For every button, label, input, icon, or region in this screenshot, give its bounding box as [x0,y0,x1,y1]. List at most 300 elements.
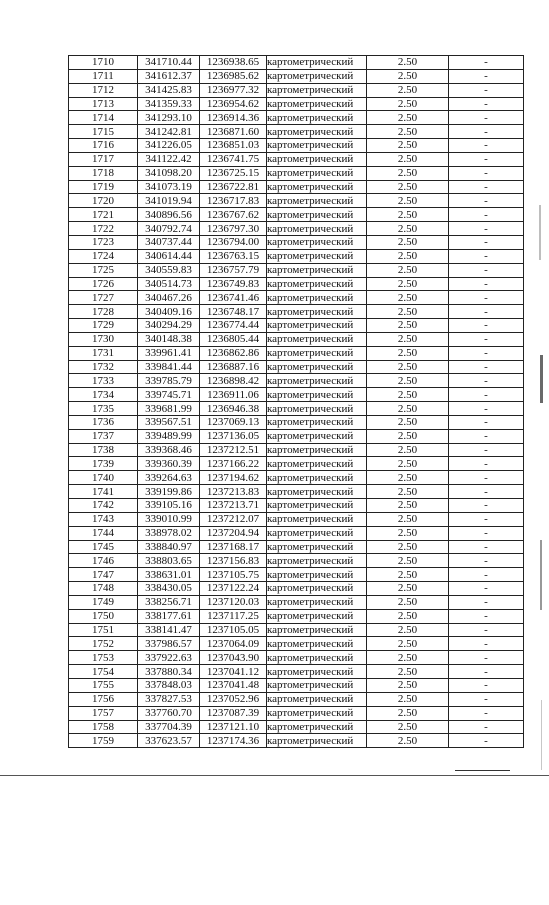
table-row [69,678,524,692]
method-cell: картометрический [267,332,367,346]
point-number-cell: 1740 [69,471,138,485]
method-cell: картометрический [267,554,367,568]
table-row [69,222,524,236]
y-coordinate-cell: 1236938.65 [200,56,267,70]
y-coordinate-cell: 1236898.42 [200,374,267,388]
x-coordinate-cell: 339368.46 [138,443,200,457]
accuracy-cell: 2.50 [367,706,449,720]
dash-cell: - [449,166,524,180]
dash-cell: - [449,568,524,582]
dash-cell: - [449,706,524,720]
x-coordinate-cell: 338430.05 [138,582,200,596]
method-cell: картометрический [267,346,367,360]
point-number-cell: 1746 [69,554,138,568]
table-row [69,83,524,97]
dash-cell: - [449,139,524,153]
table-row [69,609,524,623]
table-row [69,540,524,554]
method-cell: картометрический [267,526,367,540]
accuracy-cell: 2.50 [367,692,449,706]
point-number-cell: 1745 [69,540,138,554]
accuracy-cell: 2.50 [367,499,449,513]
y-coordinate-cell: 1237168.17 [200,540,267,554]
dash-cell: - [449,678,524,692]
method-cell: картометрический [267,194,367,208]
scan-edge-mark [539,205,541,260]
point-number-cell: 1722 [69,222,138,236]
method-cell: картометрический [267,319,367,333]
method-cell: картометрический [267,277,367,291]
method-cell: картометрический [267,374,367,388]
accuracy-cell: 2.50 [367,263,449,277]
method-cell: картометрический [267,249,367,263]
y-coordinate-cell: 1236717.83 [200,194,267,208]
method-cell: картометрический [267,651,367,665]
method-cell: картометрический [267,568,367,582]
table-row [69,402,524,416]
y-coordinate-cell: 1237121.10 [200,720,267,734]
point-number-cell: 1732 [69,360,138,374]
dash-cell: - [449,457,524,471]
x-coordinate-cell: 338978.02 [138,526,200,540]
point-number-cell: 1726 [69,277,138,291]
accuracy-cell: 2.50 [367,319,449,333]
point-number-cell: 1737 [69,429,138,443]
y-coordinate-cell: 1236797.30 [200,222,267,236]
table-row [69,125,524,139]
method-cell: картометрический [267,609,367,623]
y-coordinate-cell: 1236767.62 [200,208,267,222]
point-number-cell: 1723 [69,235,138,249]
x-coordinate-cell: 338177.61 [138,609,200,623]
y-coordinate-cell: 1236749.83 [200,277,267,291]
y-coordinate-cell: 1236985.62 [200,69,267,83]
method-cell: картометрический [267,111,367,125]
method-cell: картометрический [267,623,367,637]
x-coordinate-cell: 339264.63 [138,471,200,485]
dash-cell: - [449,485,524,499]
point-number-cell: 1713 [69,97,138,111]
x-coordinate-cell: 340792.74 [138,222,200,236]
point-number-cell: 1728 [69,305,138,319]
dash-cell: - [449,512,524,526]
method-cell: картометрический [267,166,367,180]
method-cell: картометрический [267,582,367,596]
accuracy-cell: 2.50 [367,415,449,429]
accuracy-cell: 2.50 [367,291,449,305]
x-coordinate-cell: 341359.33 [138,97,200,111]
y-coordinate-cell: 1236757.79 [200,263,267,277]
dash-cell: - [449,554,524,568]
method-cell: картометрический [267,69,367,83]
method-cell: картометрический [267,208,367,222]
point-number-cell: 1747 [69,568,138,582]
point-number-cell: 1755 [69,678,138,692]
accuracy-cell: 2.50 [367,139,449,153]
x-coordinate-cell: 340737.44 [138,235,200,249]
x-coordinate-cell: 339105.16 [138,499,200,513]
y-coordinate-cell: 1236851.03 [200,139,267,153]
x-coordinate-cell: 337922.63 [138,651,200,665]
table-row [69,651,524,665]
y-coordinate-cell: 1236725.15 [200,166,267,180]
dash-cell: - [449,415,524,429]
dash-cell: - [449,111,524,125]
x-coordinate-cell: 339961.41 [138,346,200,360]
point-number-cell: 1731 [69,346,138,360]
y-coordinate-cell: 1237052.96 [200,692,267,706]
y-coordinate-cell: 1237120.03 [200,595,267,609]
point-number-cell: 1724 [69,249,138,263]
dash-cell: - [449,388,524,402]
y-coordinate-cell: 1237122.24 [200,582,267,596]
dash-cell: - [449,194,524,208]
table-row [69,277,524,291]
point-number-cell: 1715 [69,125,138,139]
y-coordinate-cell: 1237087.39 [200,706,267,720]
method-cell: картометрический [267,291,367,305]
y-coordinate-cell: 1237212.51 [200,443,267,457]
table-row [69,235,524,249]
table-row [69,319,524,333]
accuracy-cell: 2.50 [367,651,449,665]
x-coordinate-cell: 337827.53 [138,692,200,706]
y-coordinate-cell: 1237105.75 [200,568,267,582]
x-coordinate-cell: 341019.94 [138,194,200,208]
table-row [69,595,524,609]
point-number-cell: 1730 [69,332,138,346]
point-number-cell: 1738 [69,443,138,457]
accuracy-cell: 2.50 [367,180,449,194]
accuracy-cell: 2.50 [367,235,449,249]
dash-cell: - [449,125,524,139]
dash-cell: - [449,595,524,609]
y-coordinate-cell: 1237204.94 [200,526,267,540]
table-row [69,443,524,457]
coordinates-table-body [69,56,524,748]
dash-cell: - [449,360,524,374]
accuracy-cell: 2.50 [367,277,449,291]
y-coordinate-cell: 1237043.90 [200,651,267,665]
table-row [69,637,524,651]
accuracy-cell: 2.50 [367,346,449,360]
accuracy-cell: 2.50 [367,374,449,388]
dash-cell: - [449,734,524,748]
accuracy-cell: 2.50 [367,568,449,582]
method-cell: картометрический [267,305,367,319]
point-number-cell: 1711 [69,69,138,83]
accuracy-cell: 2.50 [367,720,449,734]
table-row [69,360,524,374]
dash-cell: - [449,319,524,333]
dash-cell: - [449,374,524,388]
x-coordinate-cell: 339567.51 [138,415,200,429]
dash-cell: - [449,277,524,291]
y-coordinate-cell: 1236774.44 [200,319,267,333]
x-coordinate-cell: 337986.57 [138,637,200,651]
table-row [69,623,524,637]
accuracy-cell: 2.50 [367,194,449,208]
table-row [69,111,524,125]
method-cell: картометрический [267,263,367,277]
accuracy-cell: 2.50 [367,69,449,83]
page-bottom-rule [0,775,549,776]
accuracy-cell: 2.50 [367,734,449,748]
accuracy-cell: 2.50 [367,56,449,70]
method-cell: картометрический [267,443,367,457]
y-coordinate-cell: 1236977.32 [200,83,267,97]
y-coordinate-cell: 1237156.83 [200,554,267,568]
method-cell: картометрический [267,388,367,402]
x-coordinate-cell: 337623.57 [138,734,200,748]
x-coordinate-cell: 337880.34 [138,665,200,679]
point-number-cell: 1734 [69,388,138,402]
table-row [69,720,524,734]
y-coordinate-cell: 1236871.60 [200,125,267,139]
y-coordinate-cell: 1237166.22 [200,457,267,471]
x-coordinate-cell: 341612.37 [138,69,200,83]
table-row [69,485,524,499]
method-cell: картометрический [267,734,367,748]
point-number-cell: 1727 [69,291,138,305]
accuracy-cell: 2.50 [367,457,449,471]
dash-cell: - [449,609,524,623]
dash-cell: - [449,83,524,97]
accuracy-cell: 2.50 [367,512,449,526]
point-number-cell: 1729 [69,319,138,333]
method-cell: картометрический [267,83,367,97]
point-number-cell: 1742 [69,499,138,513]
table-row [69,374,524,388]
dash-cell: - [449,235,524,249]
method-cell: картометрический [267,125,367,139]
y-coordinate-cell: 1236722.81 [200,180,267,194]
x-coordinate-cell: 339199.86 [138,485,200,499]
accuracy-cell: 2.50 [367,540,449,554]
y-coordinate-cell: 1236954.62 [200,97,267,111]
dash-cell: - [449,651,524,665]
point-number-cell: 1736 [69,415,138,429]
point-number-cell: 1759 [69,734,138,748]
table-row [69,499,524,513]
x-coordinate-cell: 340148.38 [138,332,200,346]
scan-edge-mark [541,700,542,770]
point-number-cell: 1718 [69,166,138,180]
x-coordinate-cell: 338803.65 [138,554,200,568]
dash-cell: - [449,305,524,319]
x-coordinate-cell: 341242.81 [138,125,200,139]
point-number-cell: 1752 [69,637,138,651]
accuracy-cell: 2.50 [367,554,449,568]
accuracy-cell: 2.50 [367,111,449,125]
table-row [69,346,524,360]
method-cell: картометрический [267,56,367,70]
y-coordinate-cell: 1237213.71 [200,499,267,513]
dash-cell: - [449,222,524,236]
signature-line [455,770,510,771]
x-coordinate-cell: 341425.83 [138,83,200,97]
accuracy-cell: 2.50 [367,582,449,596]
point-number-cell: 1756 [69,692,138,706]
accuracy-cell: 2.50 [367,665,449,679]
point-number-cell: 1717 [69,152,138,166]
accuracy-cell: 2.50 [367,623,449,637]
accuracy-cell: 2.50 [367,125,449,139]
table-row [69,69,524,83]
method-cell: картометрический [267,457,367,471]
accuracy-cell: 2.50 [367,471,449,485]
dash-cell: - [449,443,524,457]
point-number-cell: 1735 [69,402,138,416]
method-cell: картометрический [267,360,367,374]
method-cell: картометрический [267,415,367,429]
dash-cell: - [449,152,524,166]
accuracy-cell: 2.50 [367,609,449,623]
accuracy-cell: 2.50 [367,388,449,402]
point-number-cell: 1748 [69,582,138,596]
accuracy-cell: 2.50 [367,222,449,236]
y-coordinate-cell: 1236741.46 [200,291,267,305]
table-row [69,332,524,346]
method-cell: картометрический [267,692,367,706]
x-coordinate-cell: 340294.29 [138,319,200,333]
dash-cell: - [449,692,524,706]
point-number-cell: 1757 [69,706,138,720]
accuracy-cell: 2.50 [367,678,449,692]
dash-cell: - [449,69,524,83]
y-coordinate-cell: 1236748.17 [200,305,267,319]
x-coordinate-cell: 341073.19 [138,180,200,194]
method-cell: картометрический [267,595,367,609]
accuracy-cell: 2.50 [367,360,449,374]
point-number-cell: 1719 [69,180,138,194]
method-cell: картометрический [267,471,367,485]
y-coordinate-cell: 1236741.75 [200,152,267,166]
dash-cell: - [449,263,524,277]
table-row [69,706,524,720]
table-row [69,512,524,526]
x-coordinate-cell: 338141.47 [138,623,200,637]
point-number-cell: 1710 [69,56,138,70]
dash-cell: - [449,332,524,346]
point-number-cell: 1733 [69,374,138,388]
table-row [69,56,524,70]
dash-cell: - [449,720,524,734]
dash-cell: - [449,540,524,554]
y-coordinate-cell: 1237069.13 [200,415,267,429]
table-row [69,415,524,429]
method-cell: картометрический [267,429,367,443]
point-number-cell: 1721 [69,208,138,222]
table-row [69,457,524,471]
accuracy-cell: 2.50 [367,637,449,651]
point-number-cell: 1739 [69,457,138,471]
x-coordinate-cell: 341122.42 [138,152,200,166]
accuracy-cell: 2.50 [367,166,449,180]
accuracy-cell: 2.50 [367,305,449,319]
accuracy-cell: 2.50 [367,249,449,263]
x-coordinate-cell: 340467.26 [138,291,200,305]
method-cell: картометрический [267,665,367,679]
x-coordinate-cell: 340614.44 [138,249,200,263]
x-coordinate-cell: 339841.44 [138,360,200,374]
point-number-cell: 1712 [69,83,138,97]
table-row [69,194,524,208]
table-row [69,152,524,166]
point-number-cell: 1758 [69,720,138,734]
y-coordinate-cell: 1237213.83 [200,485,267,499]
y-coordinate-cell: 1236862.86 [200,346,267,360]
point-number-cell: 1743 [69,512,138,526]
table-row [69,166,524,180]
table-row [69,692,524,706]
table-row [69,471,524,485]
table-row [69,734,524,748]
method-cell: картометрический [267,512,367,526]
dash-cell: - [449,623,524,637]
dash-cell: - [449,499,524,513]
y-coordinate-cell: 1237136.05 [200,429,267,443]
point-number-cell: 1741 [69,485,138,499]
x-coordinate-cell: 337848.03 [138,678,200,692]
x-coordinate-cell: 339745.71 [138,388,200,402]
method-cell: картометрический [267,139,367,153]
dash-cell: - [449,180,524,194]
y-coordinate-cell: 1236887.16 [200,360,267,374]
dash-cell: - [449,208,524,222]
scan-edge-mark [540,540,542,610]
accuracy-cell: 2.50 [367,152,449,166]
table-row [69,291,524,305]
x-coordinate-cell: 339681.99 [138,402,200,416]
table-row [69,97,524,111]
dash-cell: - [449,291,524,305]
dash-cell: - [449,526,524,540]
y-coordinate-cell: 1236794.00 [200,235,267,249]
point-number-cell: 1720 [69,194,138,208]
x-coordinate-cell: 340559.83 [138,263,200,277]
accuracy-cell: 2.50 [367,595,449,609]
method-cell: картометрический [267,637,367,651]
dash-cell: - [449,637,524,651]
x-coordinate-cell: 341710.44 [138,56,200,70]
coordinates-table [68,55,524,748]
point-number-cell: 1716 [69,139,138,153]
y-coordinate-cell: 1237041.12 [200,665,267,679]
dash-cell: - [449,346,524,360]
table-row [69,249,524,263]
method-cell: картометрический [267,485,367,499]
dash-cell: - [449,249,524,263]
accuracy-cell: 2.50 [367,485,449,499]
dash-cell: - [449,56,524,70]
table-row [69,582,524,596]
point-number-cell: 1725 [69,263,138,277]
x-coordinate-cell: 340896.56 [138,208,200,222]
x-coordinate-cell: 341293.10 [138,111,200,125]
x-coordinate-cell: 338631.01 [138,568,200,582]
table-row [69,180,524,194]
accuracy-cell: 2.50 [367,83,449,97]
y-coordinate-cell: 1237064.09 [200,637,267,651]
y-coordinate-cell: 1236914.36 [200,111,267,125]
table-row [69,305,524,319]
table-row [69,554,524,568]
method-cell: картометрический [267,180,367,194]
x-coordinate-cell: 339785.79 [138,374,200,388]
point-number-cell: 1751 [69,623,138,637]
dash-cell: - [449,471,524,485]
